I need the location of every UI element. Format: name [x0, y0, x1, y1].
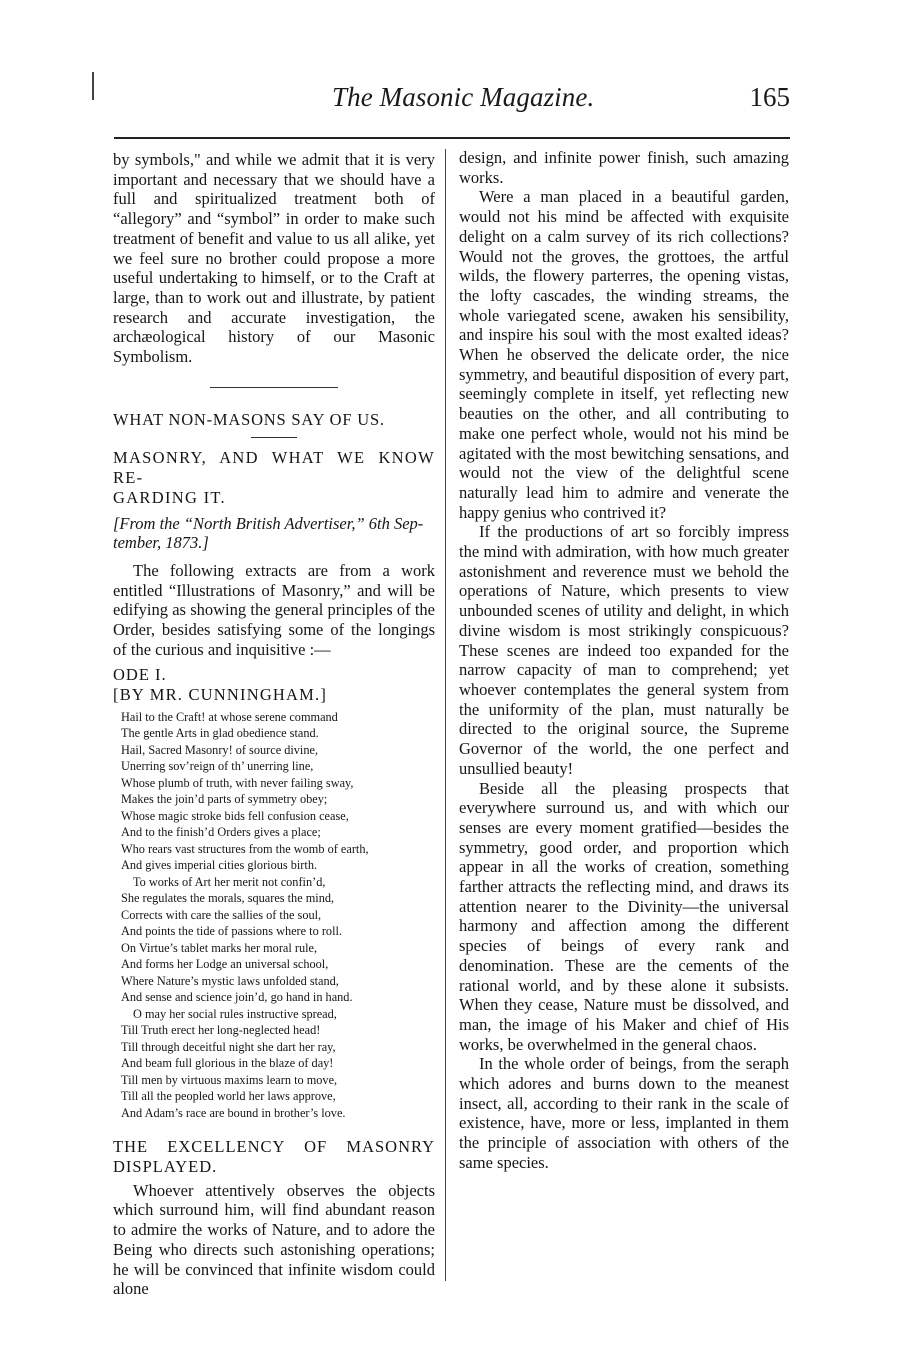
poem-line: Who rears vast structures from the womb of earth, [121, 841, 369, 856]
source-line1: [From the “North British Advertiser,” 6th Sep- [113, 513, 424, 533]
column-rule [445, 149, 446, 1281]
left-column [113, 150, 435, 1299]
poem-line: And Adam’s race are bound in brother’s love. [121, 1105, 346, 1120]
poem-line: And to the finish’d Orders gives a place; [121, 825, 321, 840]
poem-line: Whose plumb of truth, with never failing sway, [121, 775, 354, 790]
right-paragraph-2: Were a man placed in a beautiful garden, would not his mind be affected with exquisite delight on a calm survey of its rich collections? Would not the groves, the grottoes, the artful wilds, the flowery parterres, the opening vistas, the lofty cascades, the winding streams, the whole variegated scene, awaken his sensibility, and inspire his soul with the most exalted ideas? When he observed the delicate order, the nice symmetry, and beautiful disposition of every part, seemingly complete in itself, yet reflecting new beauties on the other, and all contributing to make one perfect whole, would not his mind be agitated with the most bewitching sensations, and would not the view of the delightful scene naturally lead him to admire and venerate the happy genius who contrived it? [459, 187, 789, 522]
right-paragraph-4: Beside all the pleasing prospects that everywhere surround us, and with which our senses are every moment gratified—besides the symmetry, good order, and proportion which appear in all the works of creation, something farther attracts the reflecting mind, and draws its attention nearer to the Divinity—the universal harmony and affection among the different species of beings of every rank and denomination. These are the cements of the rational world, and by these alone it subsists. When they cease, Nature must be dissolved, and man, the image of his Maker and chief of His works, be overwhelmed in the general chaos. [459, 778, 789, 1054]
article-subtitle-line2: GARDING IT. [113, 487, 226, 507]
opening-paragraph: by symbols," and while we admit that it is very important and necessary that we should have a full and spiritualized treatment both of “allegory” and “symbol” in order to make such treatment of benefit and value to us all alike, yet we feel sure no brother could propose a more useful undertaking to himself, or to the Craft at large, than to work out and illustrate, by patient research and accurate investigation, the archæological history of our Masonic Symbolism. [113, 150, 435, 367]
poem-line: And forms her Lodge an universal school, [121, 957, 329, 972]
poem-line: Hail to the Craft! at whose serene command [121, 709, 338, 724]
poem-line: And sense and science join’d, go hand in hand. [121, 990, 353, 1005]
poem-line: O may her social rules instructive spread, [133, 1006, 337, 1021]
closing-paragraph: Whoever attentively observes the objects which surround him, will find abundant reason to admire the works of Nature, and to adore the Being who directs such astonishing operations; he will be convinced that infinite wisdom could alone [113, 1180, 435, 1299]
margin-mark [92, 72, 94, 100]
source-line2: tember, 1873.] [113, 533, 209, 553]
header-rule [114, 137, 790, 139]
article-title: WHAT NON-MASONS SAY OF US. [113, 409, 385, 429]
ode-poem [113, 709, 435, 1122]
poem-line: And gives imperial cities glorious birth. [121, 858, 318, 873]
poem-line: To works of Art her merit not confin’d, [133, 874, 326, 889]
ode-title: ODE I. [113, 665, 167, 685]
section-divider [210, 387, 338, 388]
running-head: The Masonic Magazine. [332, 82, 595, 112]
poem-line: Till through deceitful night she dart her ray, [121, 1039, 336, 1054]
poem-line: Till men by virtuous maxims learn to move, [121, 1072, 338, 1087]
poem-line: And points the tide of passions where to roll. [121, 924, 342, 939]
poem-line: Unerring sov’reign of th’ unerring line, [121, 759, 314, 774]
poem-line: On Virtue’s tablet marks her moral rule, [121, 940, 318, 955]
title-divider [251, 437, 297, 438]
poem-line: Till all the peopled world her laws approve, [121, 1089, 336, 1104]
right-paragraph-3: If the productions of art so forcibly impress the mind with admiration, with how much greater astonishment and reverence must we behold the operations of Nature, which presents to view unbounded scenes of utility and delight, in which divine wisdom is most strikingly conspicuous? These scenes are indeed too expanded for the narrow capacity of man to comprehend; yet whoever contemplates the general system from the uniformity of the plan, must naturally be directed to the original source, the Supreme Governor of the world, the one perfect and unsullied beauty! [459, 522, 789, 778]
right-paragraph-1: design, and infinite power finish, such amazing works. [459, 148, 789, 187]
poem-line: Corrects with care the sallies of the soul, [121, 907, 322, 922]
right-paragraph-5: In the whole order of beings, from the seraph which adores and burns down to the meanest insect, all, according to their rank in the scale of existence, have, more or less, implanted in them the principle of association with others of the same species. [459, 1054, 789, 1172]
poem-line: Till Truth erect her long-neglected head! [121, 1023, 321, 1038]
poem-line: She regulates the morals, squares the mind, [121, 891, 335, 906]
intro-paragraph: The following extracts are from a work entitled “Illustrations of Masonry,” and will be edifying as showing the general principles of the Order, besides satisfying some of the longings of the curious and inquisitive :— [113, 560, 435, 659]
page-number: 165 [749, 82, 790, 112]
poem-line: And beam full glorious in the blaze of day! [121, 1056, 334, 1071]
poem-line: Whose magic stroke bids fell confusion cease, [121, 808, 349, 823]
poem-line: Hail, Sacred Masonry! of source divine, [121, 742, 319, 757]
ode-author: [BY MR. CUNNINGHAM.] [113, 685, 328, 705]
poem-line: The gentle Arts in glad obedience stand. [121, 726, 319, 741]
article-subtitle-line1: MASONRY, AND WHAT WE KNOW RE- [113, 448, 435, 488]
poem-line: Where Nature’s mystic laws unfolded stand, [121, 973, 339, 988]
right-column [459, 148, 789, 1173]
poem-line: Makes the join’d parts of symmetry obey; [121, 792, 328, 807]
section-heading: THE EXCELLENCY OF MASONRY DISPLAYED. [113, 1137, 435, 1177]
